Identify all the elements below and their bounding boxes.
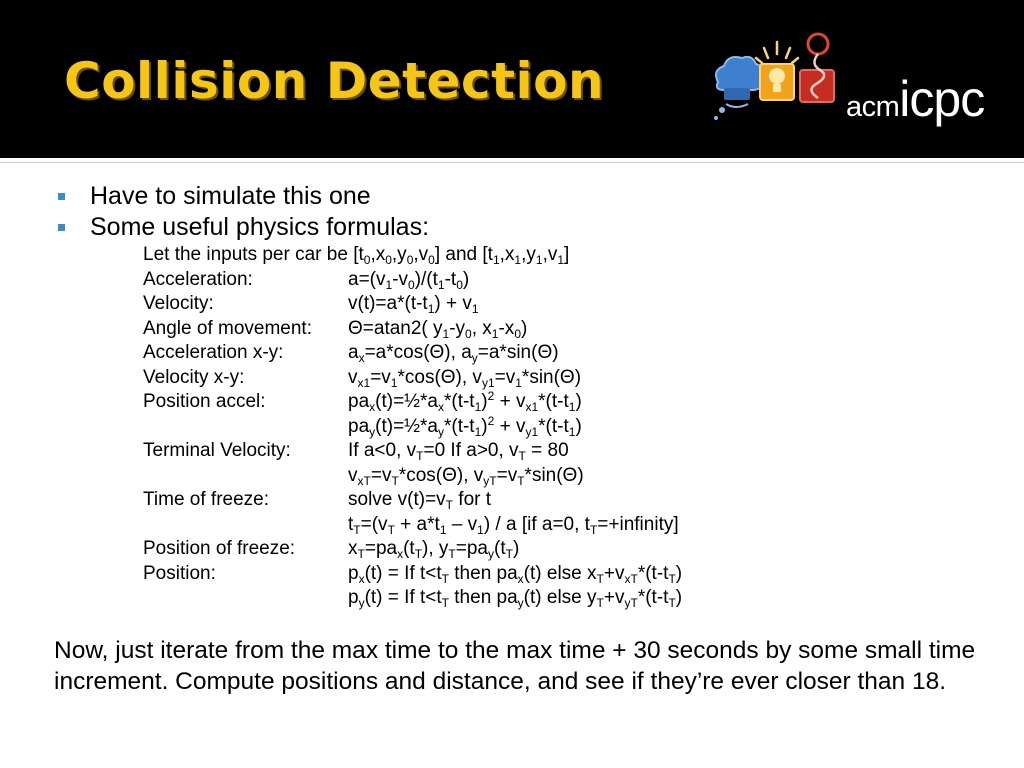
title-bar xyxy=(0,0,1024,158)
formula-row xyxy=(143,586,682,611)
formula-label: Terminal Velocity: xyxy=(143,440,291,461)
physics-formula-list xyxy=(143,243,682,611)
formula-label xyxy=(143,513,348,538)
formula-label: Position accel: xyxy=(143,391,266,412)
formula-row xyxy=(143,292,682,317)
formula-expression: $t_T=(v_T + a*t_1 - v_1) / a$ [if a=0, $t_T=+infinity$] xyxy=(348,513,679,537)
formula-expression: $p_y(t) = If$ $t<t_T$ then $pa_y(t)$ else $y_T+v_{yT}*(t-t_T)$ xyxy=(348,587,683,610)
formula-expression: If a<0, $v_T=0$ If a>0, $v_T = 80$ xyxy=(348,440,569,463)
logo-icpc-text: icpc xyxy=(899,71,985,127)
formula-expression: Θ=atan2( $y_1-y_0$, $x_1-x_0$) xyxy=(348,317,528,341)
bullet-list xyxy=(54,181,429,243)
acm-icpc-wordmark xyxy=(846,70,984,128)
cloud-computer-icon xyxy=(714,57,763,120)
square-bullet-icon xyxy=(58,193,65,200)
formula-label: Position: xyxy=(143,562,216,584)
formula-row xyxy=(143,366,682,391)
bullet-item xyxy=(54,181,429,212)
formula-expression: $v(t)=a*(t-t_1) + v_1$ xyxy=(348,293,479,316)
formula-row xyxy=(143,341,682,366)
formula-label xyxy=(143,415,348,440)
formula-label: Angle of movement: xyxy=(143,317,312,339)
formula-row xyxy=(143,317,682,342)
formula-row xyxy=(143,268,682,293)
bullet-item xyxy=(54,212,429,243)
acm-icpc-logo xyxy=(710,30,1010,140)
formula-row xyxy=(143,562,682,587)
logo-acm-text: acm xyxy=(846,91,900,123)
formula-expression: $p_x(t) = If$ $t<t_T$ then $pa_x(t)$ else $x_T+v_{xT}*(t-t_T)$ xyxy=(348,562,683,586)
formula-expression: $x_T=pa_x(t_T)$, $y_T=pa_y(t_T)$ xyxy=(348,538,520,561)
formula-expression: solve $v(t)=v_T$ for t xyxy=(348,489,492,512)
formula-label: Acceleration: xyxy=(143,268,253,290)
formula-expression: $pa_y(t)=\frac{1}{2}*a_y*(t-t_1)^2 + v_{y1}*(t-t_1)$ xyxy=(348,413,582,439)
bullet-text: Have to simulate this one xyxy=(90,182,371,210)
formula-intro: Let the inputs per car be $[t_0,x_0,y_0,v_0]$ and $[t_1,x_1,y_1,v_1]$ xyxy=(143,244,570,267)
formula-label xyxy=(143,464,348,489)
slide-title: Collision Detection xyxy=(64,52,605,110)
formula-row xyxy=(143,513,682,538)
formula-row xyxy=(143,415,682,440)
square-bullet-icon xyxy=(58,224,65,231)
formula-row xyxy=(143,243,682,268)
formula-expression: $a_x=a*\cos(\Theta)$, $a_y=a*\sin(\Theta)$ xyxy=(348,342,559,365)
formula-row xyxy=(143,464,682,489)
formula-label xyxy=(143,586,348,611)
logo-icons xyxy=(710,30,850,140)
formula-expression: $v_{x1}=v_1*\cos(\Theta)$, $v_{y1}=v_1*\sin(\Theta)$ xyxy=(348,366,582,390)
title-divider xyxy=(0,158,1024,163)
formula-label: Acceleration x-y: xyxy=(143,342,284,363)
formula-expression: $v_{xT}=v_T*\cos(\Theta)$, $v_{yT}=v_T*\sin(\Theta)$ xyxy=(348,464,584,488)
formula-expression: $a=(v_1-v_0)/(t_1-t_0)$ xyxy=(348,268,470,292)
bullet-text: Some useful physics formulas: xyxy=(90,213,430,241)
formula-row xyxy=(143,439,682,464)
formula-row xyxy=(143,488,682,513)
lightbulb-icon xyxy=(756,42,798,100)
formula-row xyxy=(143,390,682,415)
formula-label: Velocity: xyxy=(143,293,214,314)
closing-paragraph: Now, just iterate from the max time to the max time + 30 seconds by some small time increment. Compute positions and distance, and see if they’re ever closer than 18. xyxy=(54,637,976,695)
formula-row xyxy=(143,537,682,562)
formula-label: Velocity x-y: xyxy=(143,366,245,388)
formula-expression: $pa_x(t)=\frac{1}{2}*a_x*(t-t_1)^2 + v_{x1}*(t-t_1)$ xyxy=(348,389,582,414)
balloon-knot-icon xyxy=(800,34,834,102)
formula-label: Position of freeze: xyxy=(143,538,296,559)
formula-label: Time of freeze: xyxy=(143,489,270,510)
